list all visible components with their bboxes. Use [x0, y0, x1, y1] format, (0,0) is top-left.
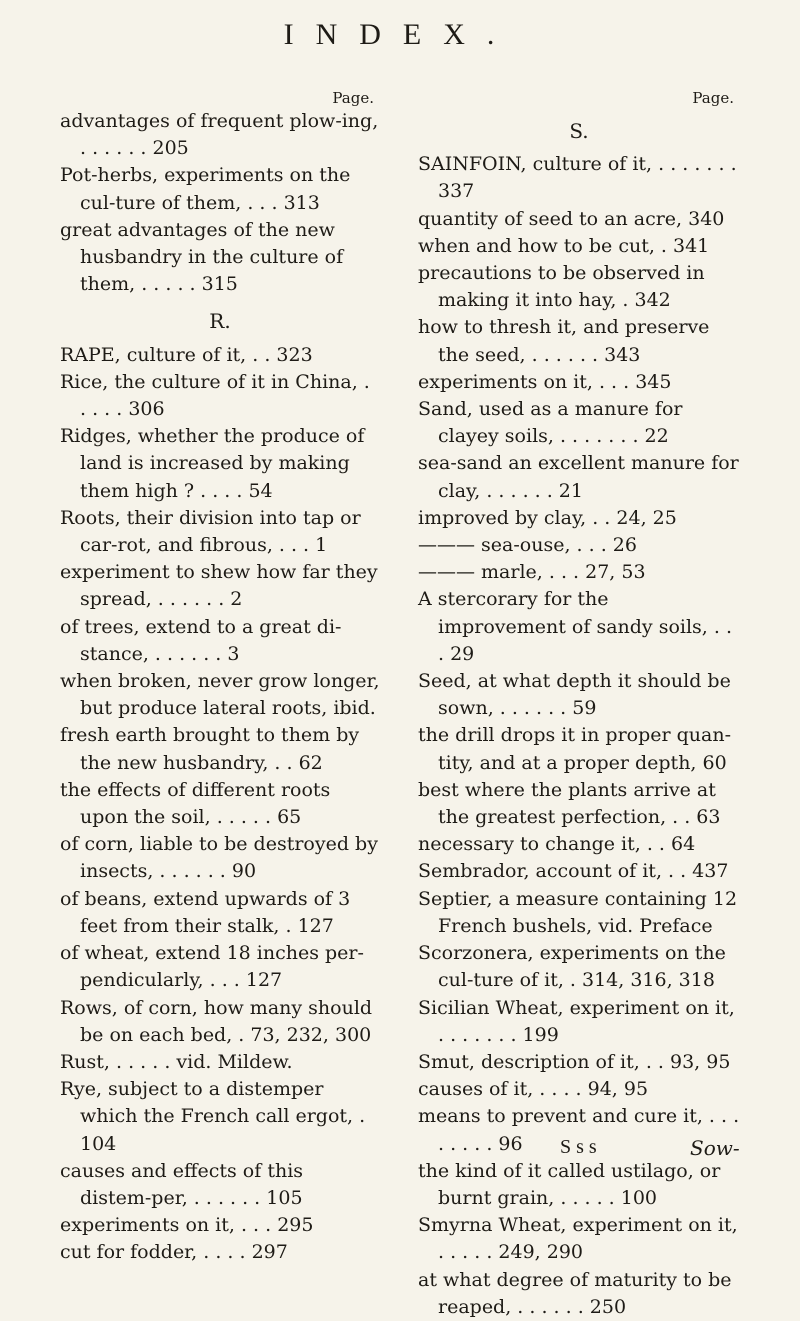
index-entry: causes of it, . . . . 94, 95 [418, 1078, 649, 1101]
index-entry: the drill drops it in proper quan-tity, and at a proper depth, 60 [418, 724, 732, 774]
index-entry: RAPE, culture of it, . . 323 [60, 343, 313, 366]
index-entry: of wheat, extend 18 inches per-pendicularly, . . . 127 [60, 942, 364, 992]
index-entry: Smut, description of it, . . 93, 95 [418, 1050, 731, 1073]
index-entry: experiment to shew how far they spread, . . . . . . 2 [60, 561, 378, 611]
index-entry: of trees, extend to a great di-stance, . . . . . . 3 [60, 615, 342, 665]
index-entry: ——— marle, . . . 27, 53 [418, 561, 646, 584]
index-entry: Rows, of corn, how many should be on each bed, . 73, 232, 300 [60, 996, 373, 1046]
index-entry: advantages of frequent plow-ing, . . . . . . 205 [60, 110, 379, 160]
index-entry: Septier, a measure containing 12 French bushels, vid. Preface [418, 887, 738, 937]
index-entry: when broken, never grow longer, but produce lateral roots, ibid. [60, 670, 380, 720]
section-letter: R. [209, 309, 231, 334]
index-entry: at what degree of maturity to be reaped, . . . . . . 250 [418, 1268, 732, 1318]
index-entry: Smyrna Wheat, experiment on it, . . . . . 249, 290 [418, 1214, 738, 1264]
index-entry: of beans, extend upwards of 3 feet from their stalk, . 127 [60, 887, 351, 937]
index-entry: Pot-herbs, experiments on the cul-ture of them, . . . 313 [60, 164, 351, 214]
index-entry: great advantages of the new husbandry in the culture of them, . . . . . 315 [60, 218, 344, 296]
index-entry: the effects of different roots upon the soil, . . . . . 65 [60, 778, 331, 829]
index-entry: A stercorary for the improvement of sandy soils, . . . 29 [418, 588, 732, 665]
index-entry: best where the plants arrive at the greatest perfection, . . 63 [418, 778, 721, 829]
index-entry: causes and effects of this distem-per, . . . . . . 105 [60, 1159, 304, 1209]
index-entry: means to prevent and cure it, . . . . . . . . 96 [418, 1105, 740, 1155]
index-entry: quantity of seed to an acre, 340 [418, 207, 725, 230]
index-entry: Roots, their division into tap or car-rot, and fibrous, . . . 1 [60, 506, 361, 557]
left-column [60, 88, 380, 1267]
index-entry: Rye, subject to a distemper which the French call ergot, . 104 [60, 1078, 366, 1155]
page-header: INDEX. [283, 18, 517, 51]
index-entry: sea-sand an excellent manure for clay, . . . . . . 21 [418, 452, 739, 502]
index-entry: experiments on it, . . . 295 [60, 1214, 314, 1237]
index-entry: Rice, the culture of it in China, . . . . . 306 [60, 370, 370, 421]
index-entry: Rust, . . . . . vid. Mildew. [60, 1050, 293, 1073]
index-entry: necessary to change it, . . 64 [418, 833, 696, 856]
index-entry: Ridges, whether the produce of land is increased by making them high ? . . . . 54 [60, 425, 365, 502]
page-column-label: Page. [332, 89, 374, 107]
signature-mark: S s s [560, 1136, 597, 1158]
index-entry: Sembrador, account of it, . . 437 [418, 860, 729, 883]
index-entry: fresh earth brought to them by the new husbandry, . . 62 [60, 724, 360, 774]
r-entries [60, 342, 380, 1267]
section-letter: S. [569, 119, 589, 143]
index-entry: Sicilian Wheat, experiment on it, . . . . . . . 199 [418, 996, 735, 1046]
index-entry: when and how to be cut, . 341 [418, 234, 710, 257]
index-entry: Seed, at what depth it should be sown, . . . . . . 59 [418, 670, 731, 720]
index-entry: experiments on it, . . . 345 [418, 370, 672, 393]
catchword: Sow- [690, 1136, 740, 1160]
index-entry: cut for fodder, . . . . 297 [60, 1241, 288, 1264]
index-entry: improved by clay, . . 24, 25 [418, 506, 677, 529]
page-column-label: Page. [692, 89, 734, 107]
index-entry: ——— sea-ouse, . . . 26 [418, 534, 637, 557]
index-entry: how to thresh it, and preserve the seed, . . . . . . 343 [418, 316, 710, 366]
index-entry: precautions to be observed in making it into hay, . 342 [418, 262, 705, 312]
index-entry: the kind of it called ustilago, or burnt grain, . . . . . 100 [418, 1159, 721, 1209]
index-entry: Sand, used as a manure for clayey soils, . . . . . . . 22 [418, 398, 683, 448]
index-entry: SAINFOIN, culture of it, . . . . . . . 337 [418, 153, 737, 203]
index-entry: of corn, liable to be destroyed by insects, . . . . . . 90 [60, 833, 378, 883]
index-entry: Scorzonera, experiments on the cul-ture of it, . 314, 316, 318 [418, 942, 726, 992]
